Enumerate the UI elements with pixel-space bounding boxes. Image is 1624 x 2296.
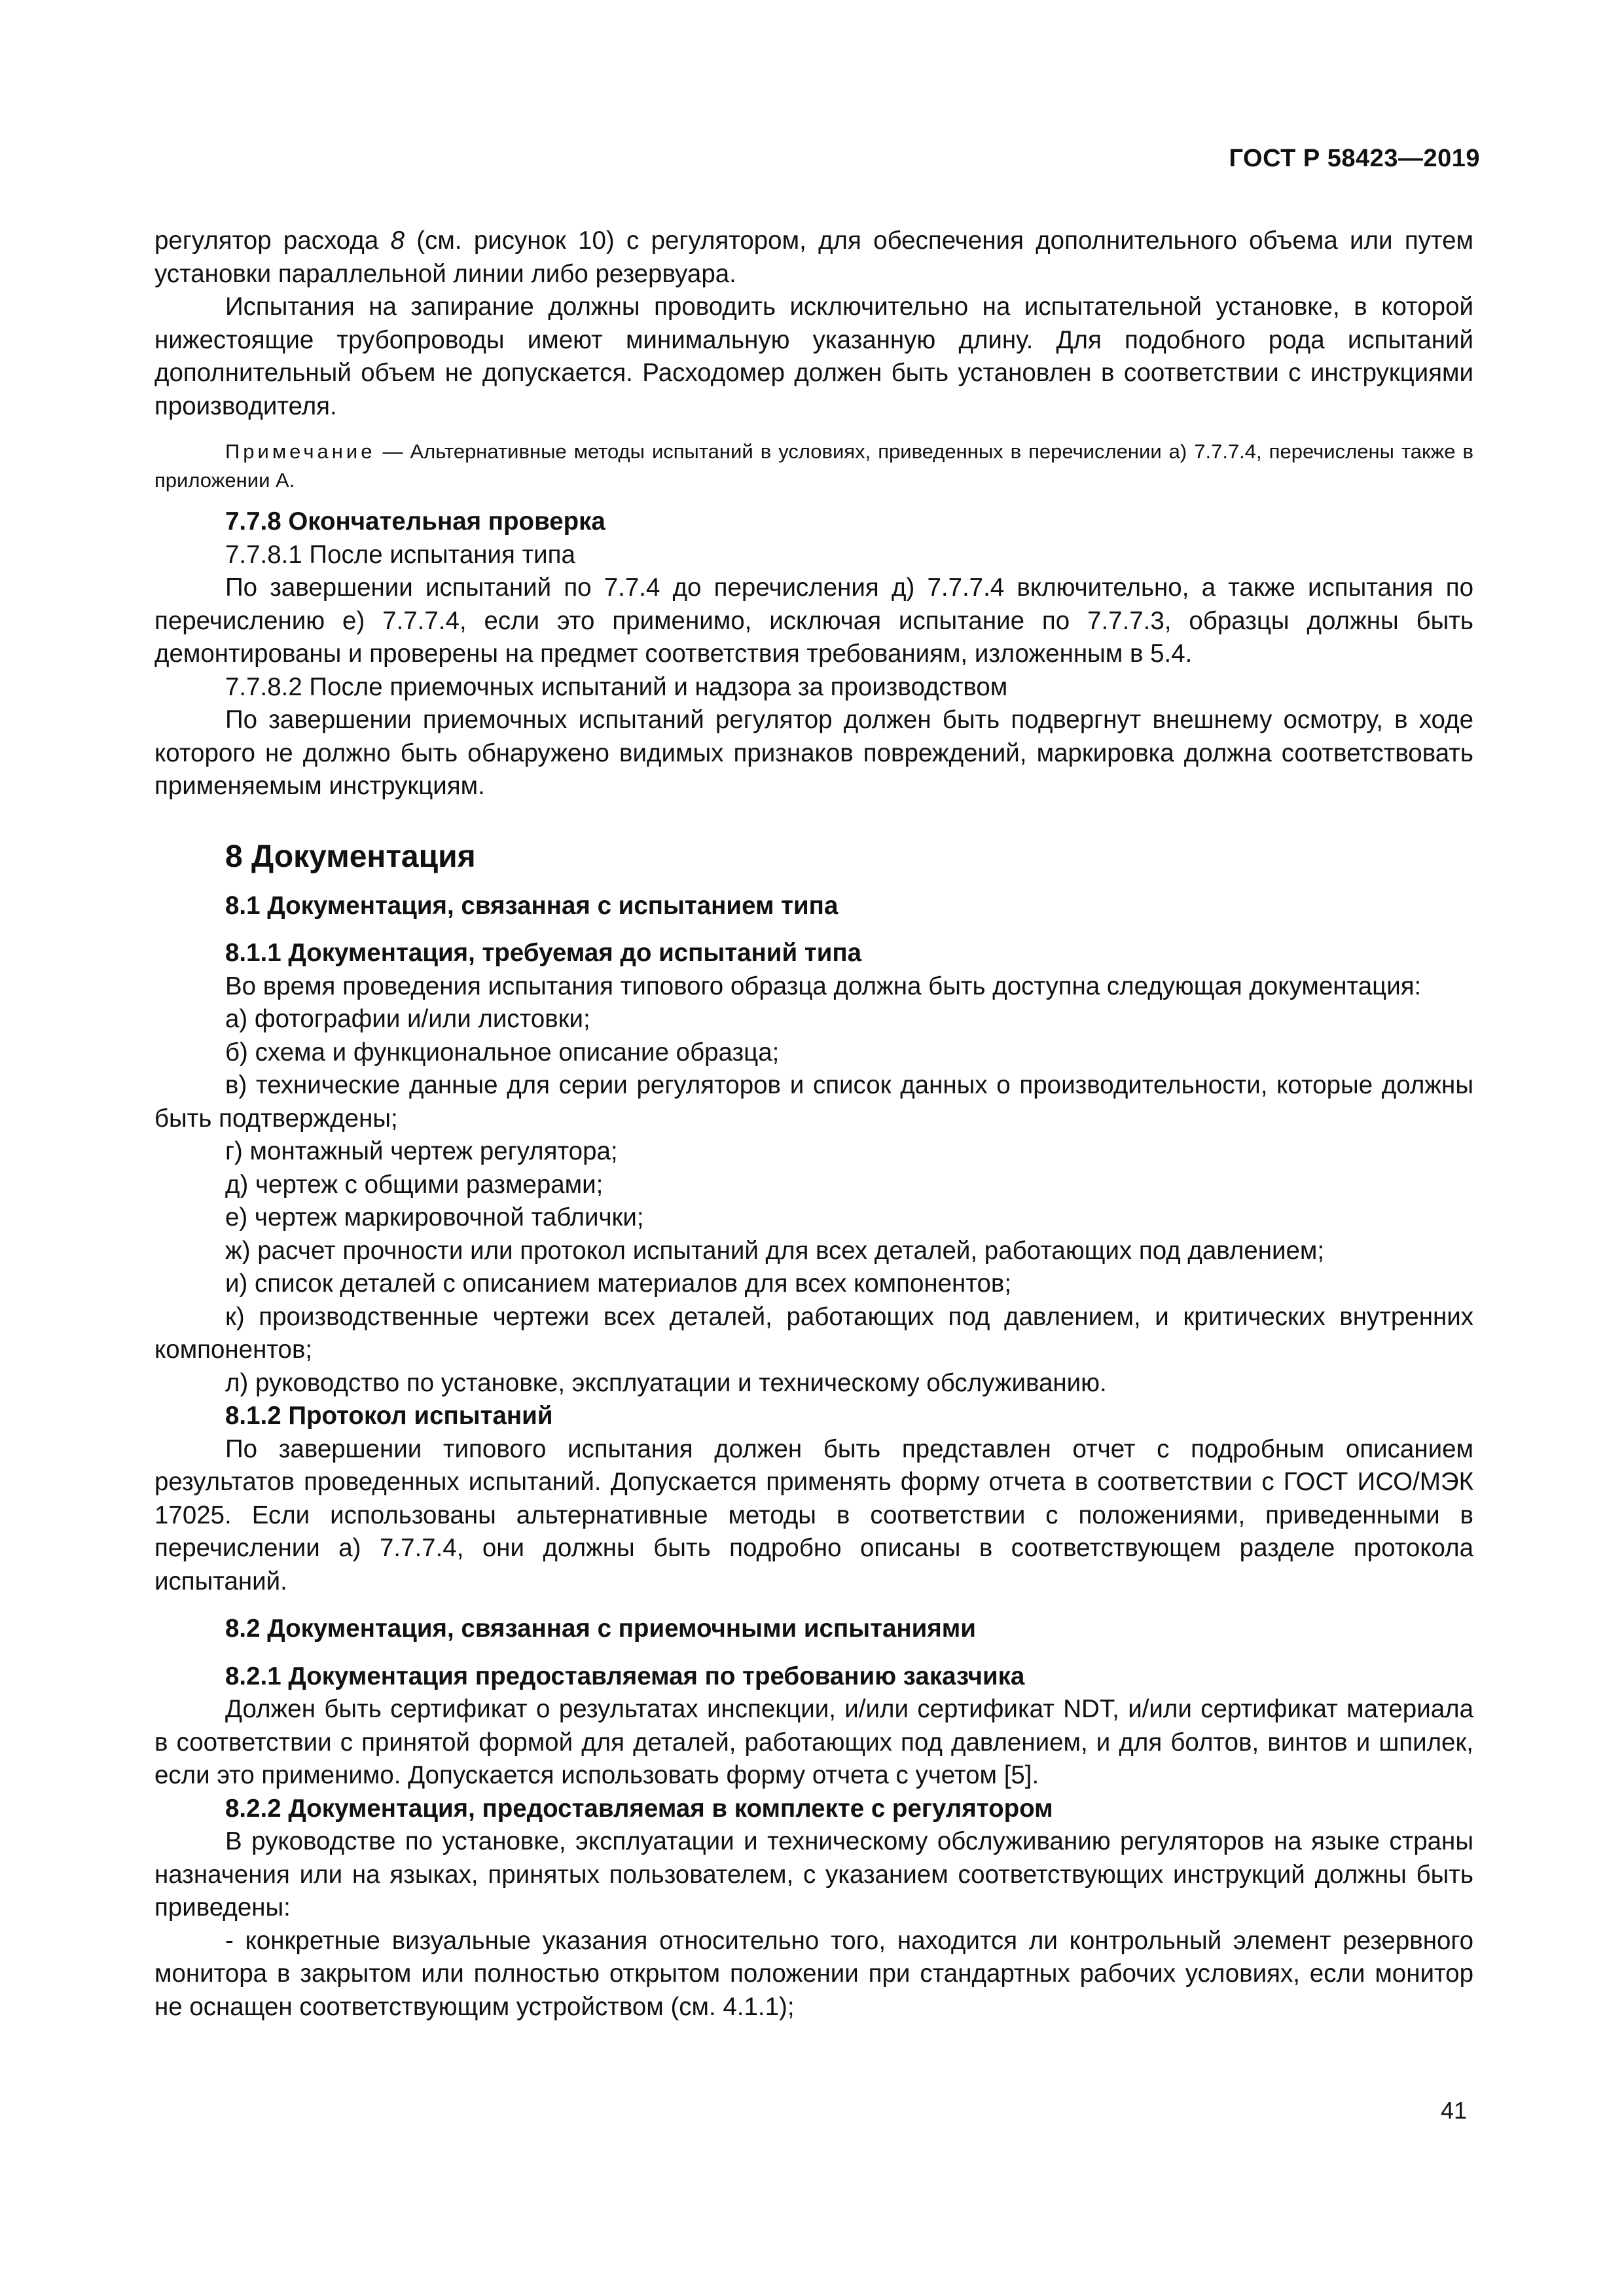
paragraph-8-2-2-item: - конкретные визуальные указания относительно того, находится ли контрольный элемент резервного монитора в закрытом или полностью открытом положении при стандартных рабочих условиях, если монитор не оснащен соответствующим устройством (см. 4.1.1); — [154, 1926, 1473, 2021]
document-code-header: ГОСТ Р 58423—2019 — [1229, 145, 1480, 172]
list-item-d: д) чертеж с общими размерами; — [225, 1170, 604, 1199]
list-item-v: в) технические данные для серии регуляторов и список данных о производительности, которые должны быть подтверждены; — [154, 1071, 1473, 1133]
list-item-g: г) монтажный чертеж регулятора; — [225, 1137, 618, 1165]
section-heading-8: 8 Документация — [225, 839, 476, 874]
page-body — [154, 225, 1473, 2024]
paragraph-8-1-2: По завершении типового испытания должен быть представлен отчет с подробным описанием результатов проведенных испытаний. Допускается применять форму отчета в соответствии с ГОСТ ИСО/МЭК 17025. Если использованы альтернативные методы в соответствии с положениями, приведенными в перечислении а) 7.7.7.4, они должны быть подробно описаны в соответствующем разделе протокола испытаний. — [154, 1434, 1473, 1595]
figure-ref-number: 8 — [390, 227, 405, 255]
note-label: Примечание — [225, 440, 376, 463]
paragraph-shutoff-tests: Испытания на запирание должны проводить исключительно на испытательной установке, в которой нижестоящие трубопроводы имеют минимальную указанную длину. Для подобного рода испытаний дополнительный объем не допускается. Расходомер должен быть установлен в соответствии с инструкциями производителя. — [154, 293, 1473, 420]
subheading-7-7-8-2: 7.7.8.2 После приемочных испытаний и надзора за производством — [225, 672, 1008, 701]
note — [154, 437, 1473, 495]
text-run: (см. рисунок 10) с регулятором, для обеспечения дополнительного объема или путем установки параллельной линии либо резервуара. — [154, 227, 1473, 288]
list-item-i: и) список деталей с описанием материалов для всех компонентов; — [225, 1269, 1012, 1298]
heading-8-1-1: 8.1.1 Документация, требуемая до испытаний типа — [225, 939, 862, 967]
list-item-zh: ж) расчет прочности или протокол испытаний для всех деталей, работающих под давлением; — [225, 1236, 1325, 1265]
heading-8-1-2: 8.1.2 Протокол испытаний — [225, 1402, 553, 1430]
heading-8-2-1: 8.2.1 Документация предоставляемая по требованию заказчика — [225, 1662, 1025, 1690]
heading-8-2: 8.2 Документация, связанная с приемочными испытаниями — [225, 1614, 976, 1643]
paragraph-8-2-1: Должен быть сертификат о результатах инспекции, и/или сертификат NDT, и/или сертификат материала в соответствии с принятой формой для деталей, работающих под давлением, и для болтов, винтов и шпилек, если это применимо. Допускается использовать форму отчета с учетом [5]. — [154, 1695, 1473, 1789]
page-number: 41 — [1440, 2097, 1467, 2124]
list-item-k: к) производственные чертежи всех деталей, работающих под давлением, и критических внутренних компонентов; — [154, 1302, 1473, 1364]
paragraph-8-2-2: В руководстве по установке, эксплуатации и техническому обслуживанию регуляторов на языке страны назначения или на языках, принятых пользователем, с указанием соответствующих инструкций должны быть приведены: — [154, 1827, 1473, 1922]
subheading-7-7-8-1: 7.7.8.1 После испытания типа — [225, 540, 575, 569]
paragraph-7-7-8-2: По завершении приемочных испытаний регулятор должен быть подвергнут внешнему осмотру, в ходе которого не должно быть обнаружено видимых признаков повреждений, маркировка должна соответствовать применяемым инструкциям. — [154, 706, 1473, 800]
paragraph-flow-regulator — [154, 225, 1473, 291]
heading-8-1: 8.1 Документация, связанная с испытанием типа — [225, 891, 839, 920]
heading-7-7-8: 7.7.8 Окончательная проверка — [225, 507, 605, 536]
heading-8-2-2: 8.2.2 Документация, предоставляемая в комплекте с регулятором — [225, 1794, 1053, 1823]
list-item-a: а) фотографии и/или листовки; — [225, 1005, 590, 1033]
list-item-e: е) чертеж маркировочной таблички; — [225, 1203, 644, 1231]
paragraph-7-7-8-1: По завершении испытаний по 7.7.4 до перечисления д) 7.7.7.4 включительно, а также испытания по перечислению е) 7.7.7.4, если это применимо, исключая испытание по 7.7.7.3, образцы должны быть демонтированы и проверены на предмет соответствия требованиям, изложенным в 5.4. — [154, 574, 1473, 668]
paragraph-8-1-1: Во время проведения испытания типового образца должна быть доступна следующая документация: — [225, 972, 1422, 1000]
list-item-b: б) схема и функциональное описание образца; — [225, 1038, 780, 1066]
list-item-l: л) руководство по установке, эксплуатации и техническому обслуживанию. — [225, 1368, 1107, 1397]
note-text: — Альтернативные методы испытаний в условиях, приведенных в перечислении а) 7.7.7.4, перечислены также в приложении А. — [154, 440, 1473, 492]
text-run: регулятор расхода — [154, 227, 391, 255]
